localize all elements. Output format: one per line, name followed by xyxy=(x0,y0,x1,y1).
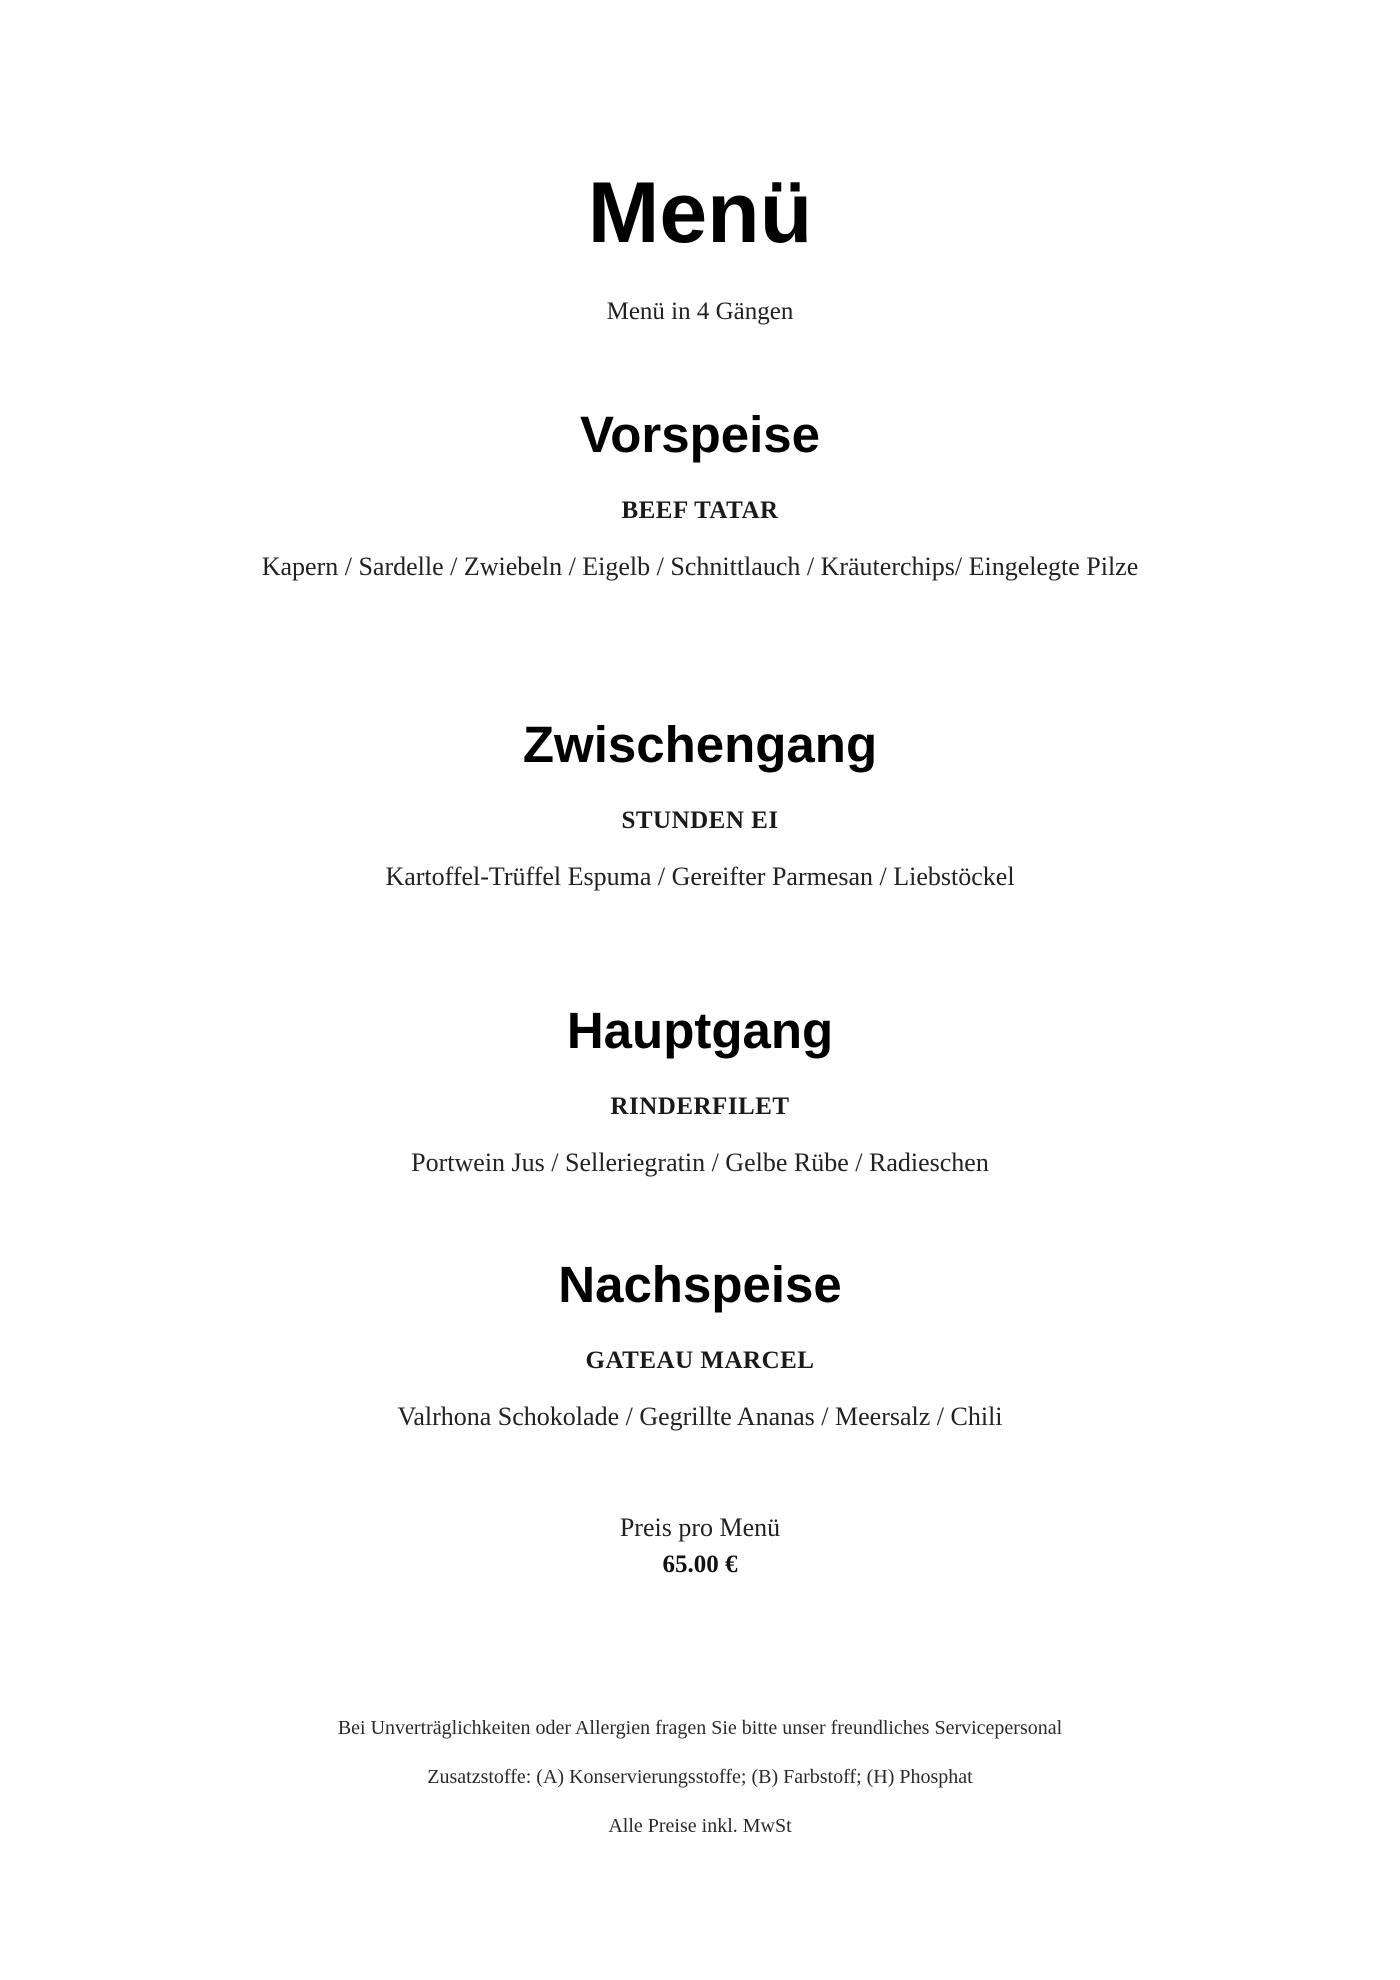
course-heading: Vorspeise xyxy=(579,406,820,463)
tax-note: Alle Preise inkl. MwSt xyxy=(608,1815,792,1837)
dish-description: Kartoffel-Trüffel Espuma / Gereifter Parmesan / Liebstöckel xyxy=(385,862,1015,891)
price-value: 65.00 € xyxy=(662,1551,738,1578)
dish-name: STUNDEN EI xyxy=(621,807,779,834)
course-heading: Nachspeise xyxy=(558,1256,842,1313)
dish-description: Portwein Jus / Selleriegratin / Gelbe Rübe / Radieschen xyxy=(411,1148,989,1177)
price-label: Preis pro Menü xyxy=(619,1513,781,1542)
allergy-note: Bei Unverträglichkeiten oder Allergien fragen Sie bitte unser freundliches Servicepersonal xyxy=(337,1717,1063,1739)
dish-name: GATEAU MARCEL xyxy=(585,1347,815,1374)
menu-title: Menü xyxy=(587,165,813,261)
menu-subtitle: Menü in 4 Gängen xyxy=(606,298,794,325)
dish-description: Kapern / Sardelle / Zwiebeln / Eigelb / Schnittlauch / Kräuterchips/ Eingelegte Pilze xyxy=(261,552,1139,581)
additives-note: Zusatzstoffe: (A) Konservierungsstoffe; (B) Farbstoff; (H) Phosphat xyxy=(427,1766,973,1788)
dish-description: Valrhona Schokolade / Gegrillte Ananas / Meersalz / Chili xyxy=(397,1402,1003,1431)
dish-name: RINDERFILET xyxy=(610,1093,790,1120)
course-heading: Zwischengang xyxy=(522,716,878,773)
dish-name: BEEF TATAR xyxy=(621,497,779,524)
course-heading: Hauptgang xyxy=(566,1002,834,1059)
